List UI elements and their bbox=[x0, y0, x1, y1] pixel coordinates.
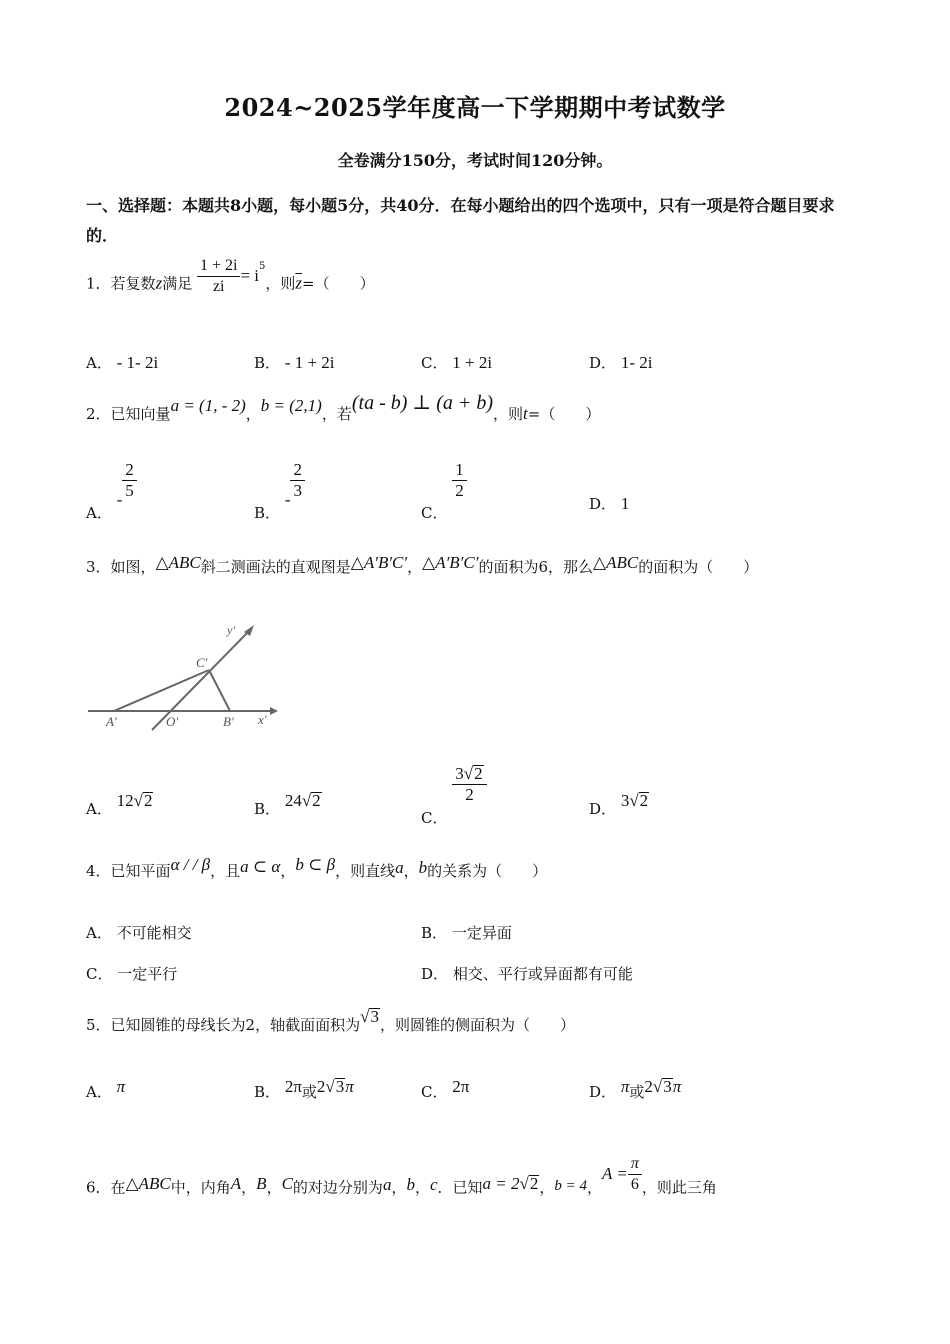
q3-option-b[interactable]: B． 24√2 bbox=[254, 791, 321, 818]
q2-number: 2． bbox=[86, 405, 111, 423]
q6-text: 在 bbox=[110, 1178, 126, 1197]
q3-text: 的面积为（ ） bbox=[638, 558, 759, 576]
q6-text: 的对边分别为 bbox=[292, 1178, 383, 1197]
q4-option-b[interactable]: B． 一定异面 bbox=[421, 924, 512, 942]
segment-ac bbox=[114, 670, 209, 711]
q4-option-a[interactable]: A． 不可能相交 bbox=[86, 924, 192, 942]
q3-triangle: △A′B′C′ bbox=[350, 553, 408, 572]
q3-option-a[interactable]: A． 12√2 bbox=[86, 791, 153, 818]
q5-option-b[interactable]: B． 2π或2√3π bbox=[254, 1077, 354, 1101]
q3-triangle: △A′B′C′ bbox=[422, 553, 479, 572]
question-3: 3．如图，△ABC斜二测画法的直观图是△A′B′C′，△A′B′C′的面积为6，那么△ABC的面积为（ ） bbox=[86, 553, 759, 576]
q3-text: 斜二测画法的直观图是 bbox=[200, 558, 351, 576]
label-y: y′ bbox=[227, 623, 235, 637]
label-b: B′ bbox=[223, 714, 234, 729]
q3-option-d[interactable]: D． 3√2 bbox=[589, 791, 649, 818]
q2-option-c[interactable]: C． $\frac{1}{2}$ bbox=[421, 460, 467, 501]
q2-condition: (ta - b) ⊥ (a + b) bbox=[351, 392, 494, 414]
q1-fraction: $\frac{1 + 2i}{zi}$ bbox=[197, 256, 240, 297]
q1-number: 1． bbox=[86, 274, 111, 293]
q1-rhs: = i bbox=[240, 265, 260, 285]
q1-conjugate: $\overline{z}$ bbox=[295, 273, 303, 293]
q2-text: ，则 bbox=[493, 405, 524, 423]
q6-a-sqrt: 2 bbox=[529, 1173, 539, 1193]
question-1 bbox=[86, 257, 375, 305]
q4-option-d[interactable]: D． 相交、平行或异面都有可能 bbox=[421, 965, 633, 983]
q1-text: 满足 bbox=[162, 274, 193, 293]
x-axis-arrow bbox=[270, 707, 278, 715]
q6-text: 中，内角 bbox=[170, 1178, 231, 1197]
q6-number: 6． bbox=[86, 1178, 111, 1197]
q6-angle-a: A bbox=[230, 1173, 242, 1193]
q6-side-c: c bbox=[429, 1174, 438, 1194]
q3-figure bbox=[84, 612, 284, 736]
label-a: A′ bbox=[106, 714, 117, 729]
exam-subtitle: 全卷满分150分，考试时间120分钟。 bbox=[337, 151, 613, 170]
q6-side-a: a bbox=[382, 1174, 392, 1194]
q3-text: 的面积为6，那么 bbox=[478, 558, 594, 576]
q6-angle-b: B bbox=[256, 1173, 267, 1193]
question-5: 5．已知圆锥的母线长为2，轴截面面积为√3，则圆锥的侧面积为（ ） bbox=[86, 1007, 575, 1034]
q5-sqrt: 3 bbox=[370, 1007, 379, 1026]
q1-option-a[interactable]: A． - 1- 2i bbox=[86, 353, 159, 372]
q3-text: 如图， bbox=[110, 558, 156, 576]
label-c: C′ bbox=[196, 655, 208, 670]
q1-exponent: 5 bbox=[259, 260, 266, 272]
q4-text: 的关系为（ ） bbox=[427, 862, 548, 880]
q4-planes: α / / β bbox=[170, 855, 211, 874]
q1-option-d[interactable]: D． 1- 2i bbox=[589, 353, 653, 372]
q3-option-c[interactable]: C． $\frac{3√2}{2}$ bbox=[421, 764, 487, 805]
q1-text: 若复数 bbox=[110, 274, 156, 293]
q2-text: 已知向量 bbox=[110, 405, 171, 423]
question-2: 2．已知向量a = (1, - 2)，b = (2,1)，若(ta - b) ⊥ (a + b)，则t=（ ） bbox=[86, 392, 601, 423]
page-title: 2024~2025学年度高一下学期期中考试数学 bbox=[224, 93, 726, 122]
label-o: O′ bbox=[166, 714, 179, 729]
q4-line-b: b bbox=[418, 858, 428, 877]
q5-text: ，则圆锥的侧面积为（ ） bbox=[379, 1016, 575, 1034]
q6-text: ．已知 bbox=[437, 1178, 483, 1197]
q3-number: 3． bbox=[86, 558, 111, 576]
q4-text: 已知平面 bbox=[110, 862, 171, 880]
q4-text: ，且 bbox=[210, 862, 241, 880]
label-x: x′ bbox=[258, 712, 267, 727]
q6-b-value: b = 4 bbox=[554, 1177, 587, 1194]
q5-number: 5． bbox=[86, 1016, 111, 1034]
question-4: 4．已知平面α / / β，且a ⊂ α，b ⊂ β，则直线a，b的关系为（ ） bbox=[86, 855, 548, 880]
q4-b-subset: b ⊂ β bbox=[295, 855, 336, 874]
q2-option-a[interactable]: A． - $\frac{2}{5}$ bbox=[86, 460, 137, 501]
q2-vector-a: a = (1, - 2) bbox=[170, 396, 246, 415]
q2-text: ，若 bbox=[321, 405, 352, 423]
q2-option-d[interactable]: D． 1 bbox=[589, 494, 630, 513]
q1-var: z bbox=[155, 273, 163, 293]
q1-option-c[interactable]: C． 1 + 2i bbox=[421, 353, 493, 372]
q6-a-value: a = 2 bbox=[482, 1173, 520, 1193]
q2-text: =（ ） bbox=[527, 405, 601, 423]
question-6: 6．在△ABC中，内角A，B，C的对边分别为a，b，c．已知a = 2√2，b = 4，A = $\frac{\pi}{6}$ ，则此三角 bbox=[86, 1155, 717, 1197]
q4-number: 4． bbox=[86, 862, 111, 880]
q6-side-b: b bbox=[406, 1174, 415, 1194]
q2-vector-b: b = (2,1) bbox=[260, 396, 322, 415]
q3-triangle: △ABC bbox=[155, 553, 201, 572]
q5-text: 已知圆锥的母线长为2，轴截面面积为 bbox=[110, 1016, 361, 1034]
q1-text: =（ ） bbox=[302, 274, 375, 293]
q4-text: ，则直线 bbox=[335, 862, 396, 880]
q6-angle-value: A = bbox=[602, 1163, 628, 1183]
q2-var: t bbox=[523, 404, 528, 423]
q6-angle-c: C bbox=[281, 1173, 293, 1193]
q6-triangle: △ABC bbox=[125, 1173, 171, 1193]
q5-option-a[interactable]: A． π bbox=[86, 1077, 126, 1101]
q4-a-subset: a ⊂ α bbox=[240, 857, 281, 876]
section-heading: 一、选择题：本题共8小题，每小题5分，共40分．在每小题给出的四个选项中，只有一项是符合题目要求的． bbox=[86, 196, 835, 245]
q6-angle-fraction: $\frac{\pi}{6}$ bbox=[628, 1154, 642, 1195]
q4-line-a: a bbox=[395, 858, 404, 877]
segment-cb bbox=[209, 670, 230, 711]
q5-option-c[interactable]: C． 2π bbox=[421, 1077, 470, 1101]
q1-text: ，则 bbox=[265, 274, 296, 293]
q4-option-c[interactable]: C． 一定平行 bbox=[86, 965, 178, 983]
q5-option-d[interactable]: D． π或2√3π bbox=[589, 1077, 682, 1101]
q3-triangle: △ABC bbox=[593, 553, 639, 572]
q1-option-b[interactable]: B． - 1 + 2i bbox=[254, 353, 335, 372]
q2-option-b[interactable]: B． - $\frac{2}{3}$ bbox=[254, 460, 305, 501]
q6-text: ，则此三角 bbox=[641, 1178, 717, 1197]
